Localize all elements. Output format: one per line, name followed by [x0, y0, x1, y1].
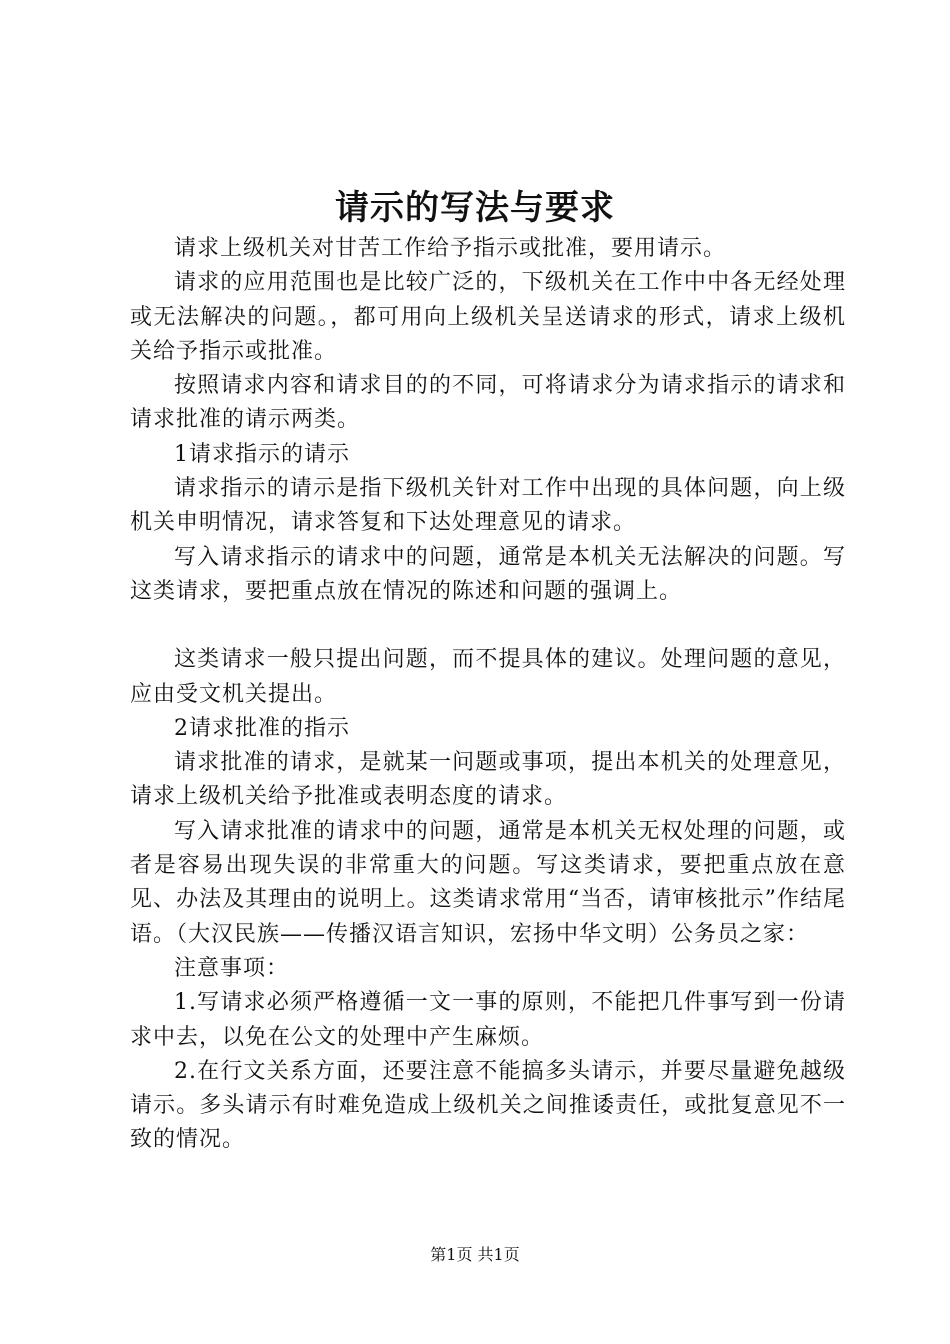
paragraph-4: 请求指示的请示是指下级机关针对工作中出现的具体问题，向上级机关申明情况，请求答复和下达处理意见的请求。: [130, 476, 846, 536]
paragraph-8: 写入请求批准的请求中的问题，通常是本机关无权处理的问题，或者是容易出现失误的非常重大的问题。写这类请求，要把重点放在意见、办法及其理由的说明上。这类请求常用“当否，请审核批示”作结尾语。（大汉民族——传播汉语言知识，宏扬中华文明）公务员之家：: [130, 818, 846, 947]
section-heading-1: 1请求指示的请示: [174, 441, 350, 467]
document-body: [130, 232, 846, 1158]
notes-heading: 注意事项：: [174, 955, 290, 981]
paragraph-6: 这类请求一般只提出问题，而不提具体的建议。处理问题的意见，应由受文机关提出。: [130, 647, 846, 707]
note-item-1: 1.写请求必须严格遵循一文一事的原则，不能把几件事写到一份请求中去，以免在公文的处理中产生麻烦。: [130, 990, 846, 1050]
note-item-2: 2.在行文关系方面，还要注意不能搞多头请示，并要尽量避免越级请示。多头请示有时难免造成上级机关之间推诿责任，或批复意见不一致的情况。: [130, 1058, 846, 1153]
paragraph-2: 请求的应用范围也是比较广泛的，下级机关在工作中中各无经处理或无法解决的问题。，都可用向上级机关呈送请求的形式，请求上级机关给予指示或批准。: [130, 270, 846, 364]
paragraph-1: 请求上级机关对甘苦工作给予指示或批准，要用请示。: [174, 236, 727, 261]
paragraph-3: 按照请求内容和请求目的的不同，可将请求分为请求指示的请求和请求批准的请示两类。: [130, 373, 846, 433]
page-footer: 第1页 共1页: [430, 1245, 520, 1264]
paragraph-7: 请求批准的请求，是就某一问题或事项，提出本机关的处理意见，请求上级机关给予批准或表明态度的请求。: [130, 750, 846, 810]
document-title: 请示的写法与要求: [335, 188, 615, 228]
section-heading-2: 2请求批准的指示: [174, 715, 350, 741]
paragraph-5: 写入请求指示的请求中的问题，通常是本机关无法解决的问题。写这类请求，要把重点放在情况的陈述和问题的强调上。: [130, 544, 846, 604]
